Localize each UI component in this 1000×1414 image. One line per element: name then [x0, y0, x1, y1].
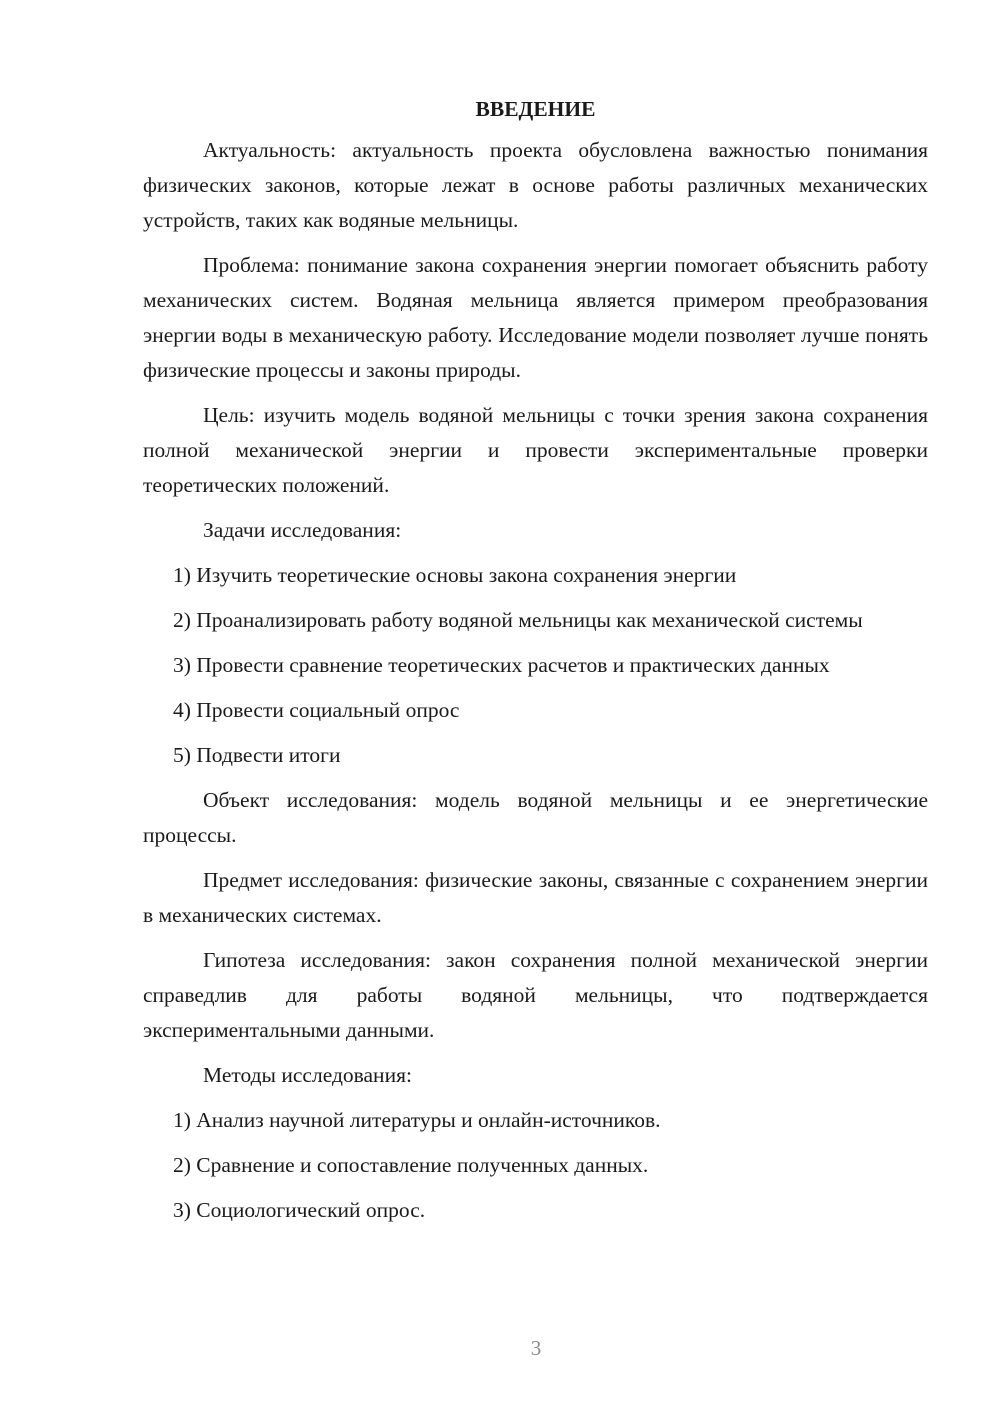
tasks-title: Задачи исследования: — [203, 518, 402, 542]
list-item: 2) Сравнение и сопоставление полученных данных. — [173, 1153, 649, 1177]
object-paragraph: Объект исследования: модель водяной мельницы и ее энергетические процессы. — [143, 788, 928, 847]
subject-paragraph: Предмет исследования: физические законы, связанные с сохранением энергии в механических системах. — [143, 868, 928, 927]
relevance-paragraph: Актуальность: актуальность проекта обусловлена важностью понимания физических законов, которые лежат в основе работы различных механических устройств, таких как водяные мельницы. — [143, 138, 928, 232]
methods-title: Методы исследования: — [203, 1063, 412, 1087]
list-item: 3) Социологический опрос. — [173, 1198, 426, 1222]
section-heading: ВВЕДЕНИЕ — [475, 97, 596, 121]
list-item: 3) Провести сравнение теоретических расчетов и практических данных — [173, 653, 830, 677]
tasks-list — [143, 558, 928, 773]
page-number: 3 — [530, 1336, 542, 1360]
list-item: 2) Проанализировать работу водяной мельницы как механической системы — [173, 608, 863, 632]
list-item: 1) Изучить теоретические основы закона сохранения энергии — [173, 563, 737, 587]
problem-paragraph: Проблема: понимание закона сохранения энергии помогает объяснить работу механических систем. Водяная мельница является примером преобразования энергии воды в механическую работу. Исследование модели позволяет лучше понять физические процессы и законы природы. — [143, 253, 928, 382]
methods-list — [143, 1103, 928, 1228]
list-item: 4) Провести социальный опрос — [173, 698, 460, 722]
goal-paragraph: Цель: изучить модель водяной мельницы с точки зрения закона сохранения полной механической энергии и провести экспериментальные проверки теоретических положений. — [143, 403, 928, 497]
hypothesis-paragraph: Гипотеза исследования: закон сохранения полной механической энергии справедлив для работы водяной мельницы, что подтверждается экспериментальными данными. — [143, 948, 928, 1042]
list-item: 1) Анализ научной литературы и онлайн-источников. — [173, 1108, 661, 1132]
document-page — [143, 92, 928, 1238]
list-item: 5) Подвести итоги — [173, 743, 341, 767]
